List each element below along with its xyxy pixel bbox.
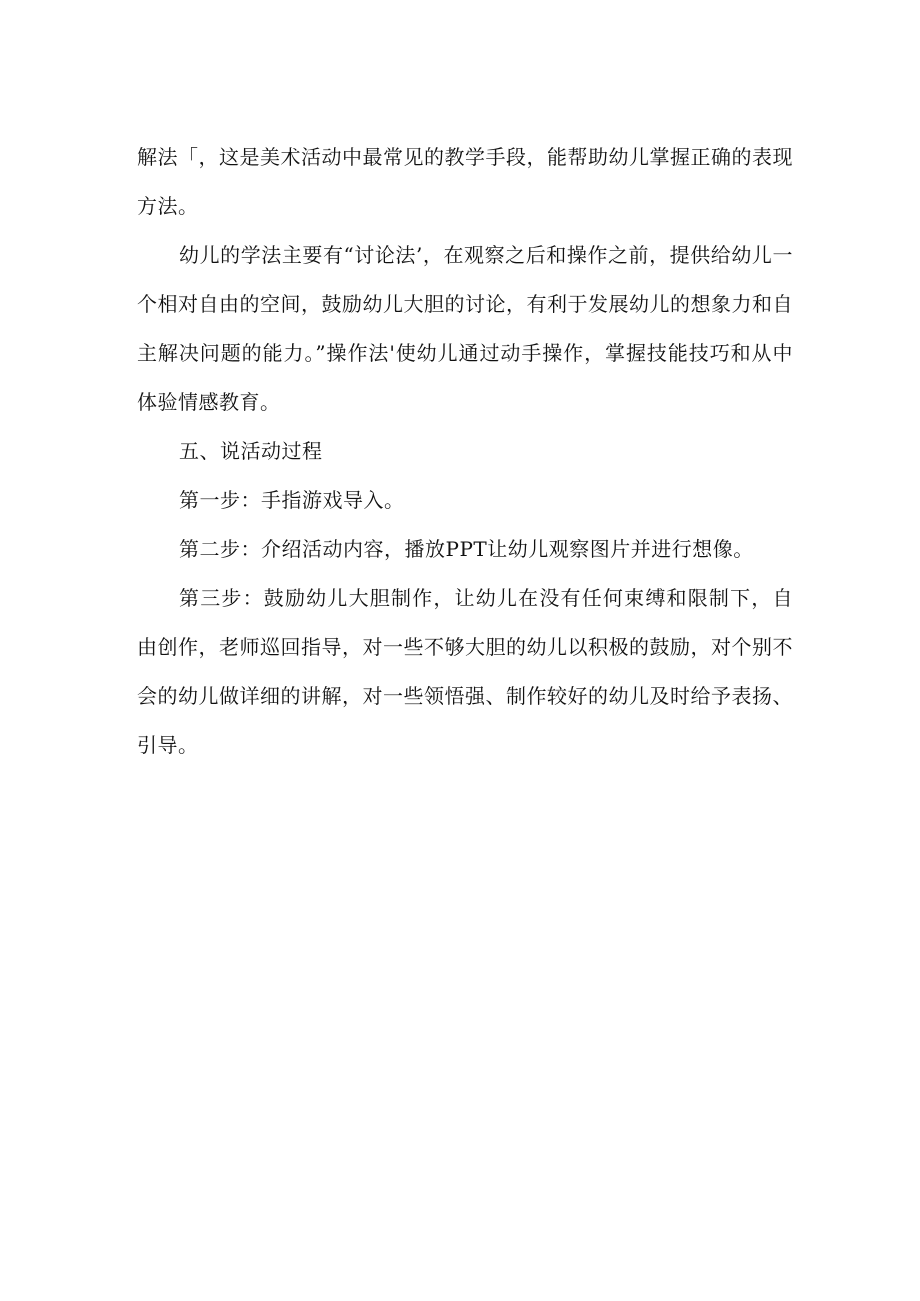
paragraph-learning-methods: 幼儿的学法主要有“讨论法’，在观察之后和操作之前，提供给幼儿一个相对自由的空间，鼓励幼儿大胆的讨论，有利于发展幼儿的想象力和自主解决问题的能力。”操作法'使幼儿通过动手操作，掌握技能技巧和从中体验情感教育。 [137, 243, 793, 414]
document-body [137, 133, 793, 770]
step-three: 第三步：鼓励幼儿大胆制作，让幼儿在没有任何束缚和限制下，自由创作，老师巡回指导，对一些不够大胆的幼儿以积极的鼓励，对个别不会的幼儿做详细的讲解，对一些领悟强、制作较好的幼儿及时给予表扬、引导。 [137, 586, 793, 757]
step-two: 第二步：介绍活动内容，播放PPT让幼儿观察图片并进行想像。 [179, 537, 754, 561]
step-one: 第一步：手指游戏导入。 [179, 488, 405, 512]
paragraph-teaching-methods: 解法「，这是美术活动中最常见的教学手段，能帮助幼儿掌握正确的表现方法。 [137, 145, 793, 218]
section-heading-activity-process: 五、说活动过程 [179, 439, 323, 463]
